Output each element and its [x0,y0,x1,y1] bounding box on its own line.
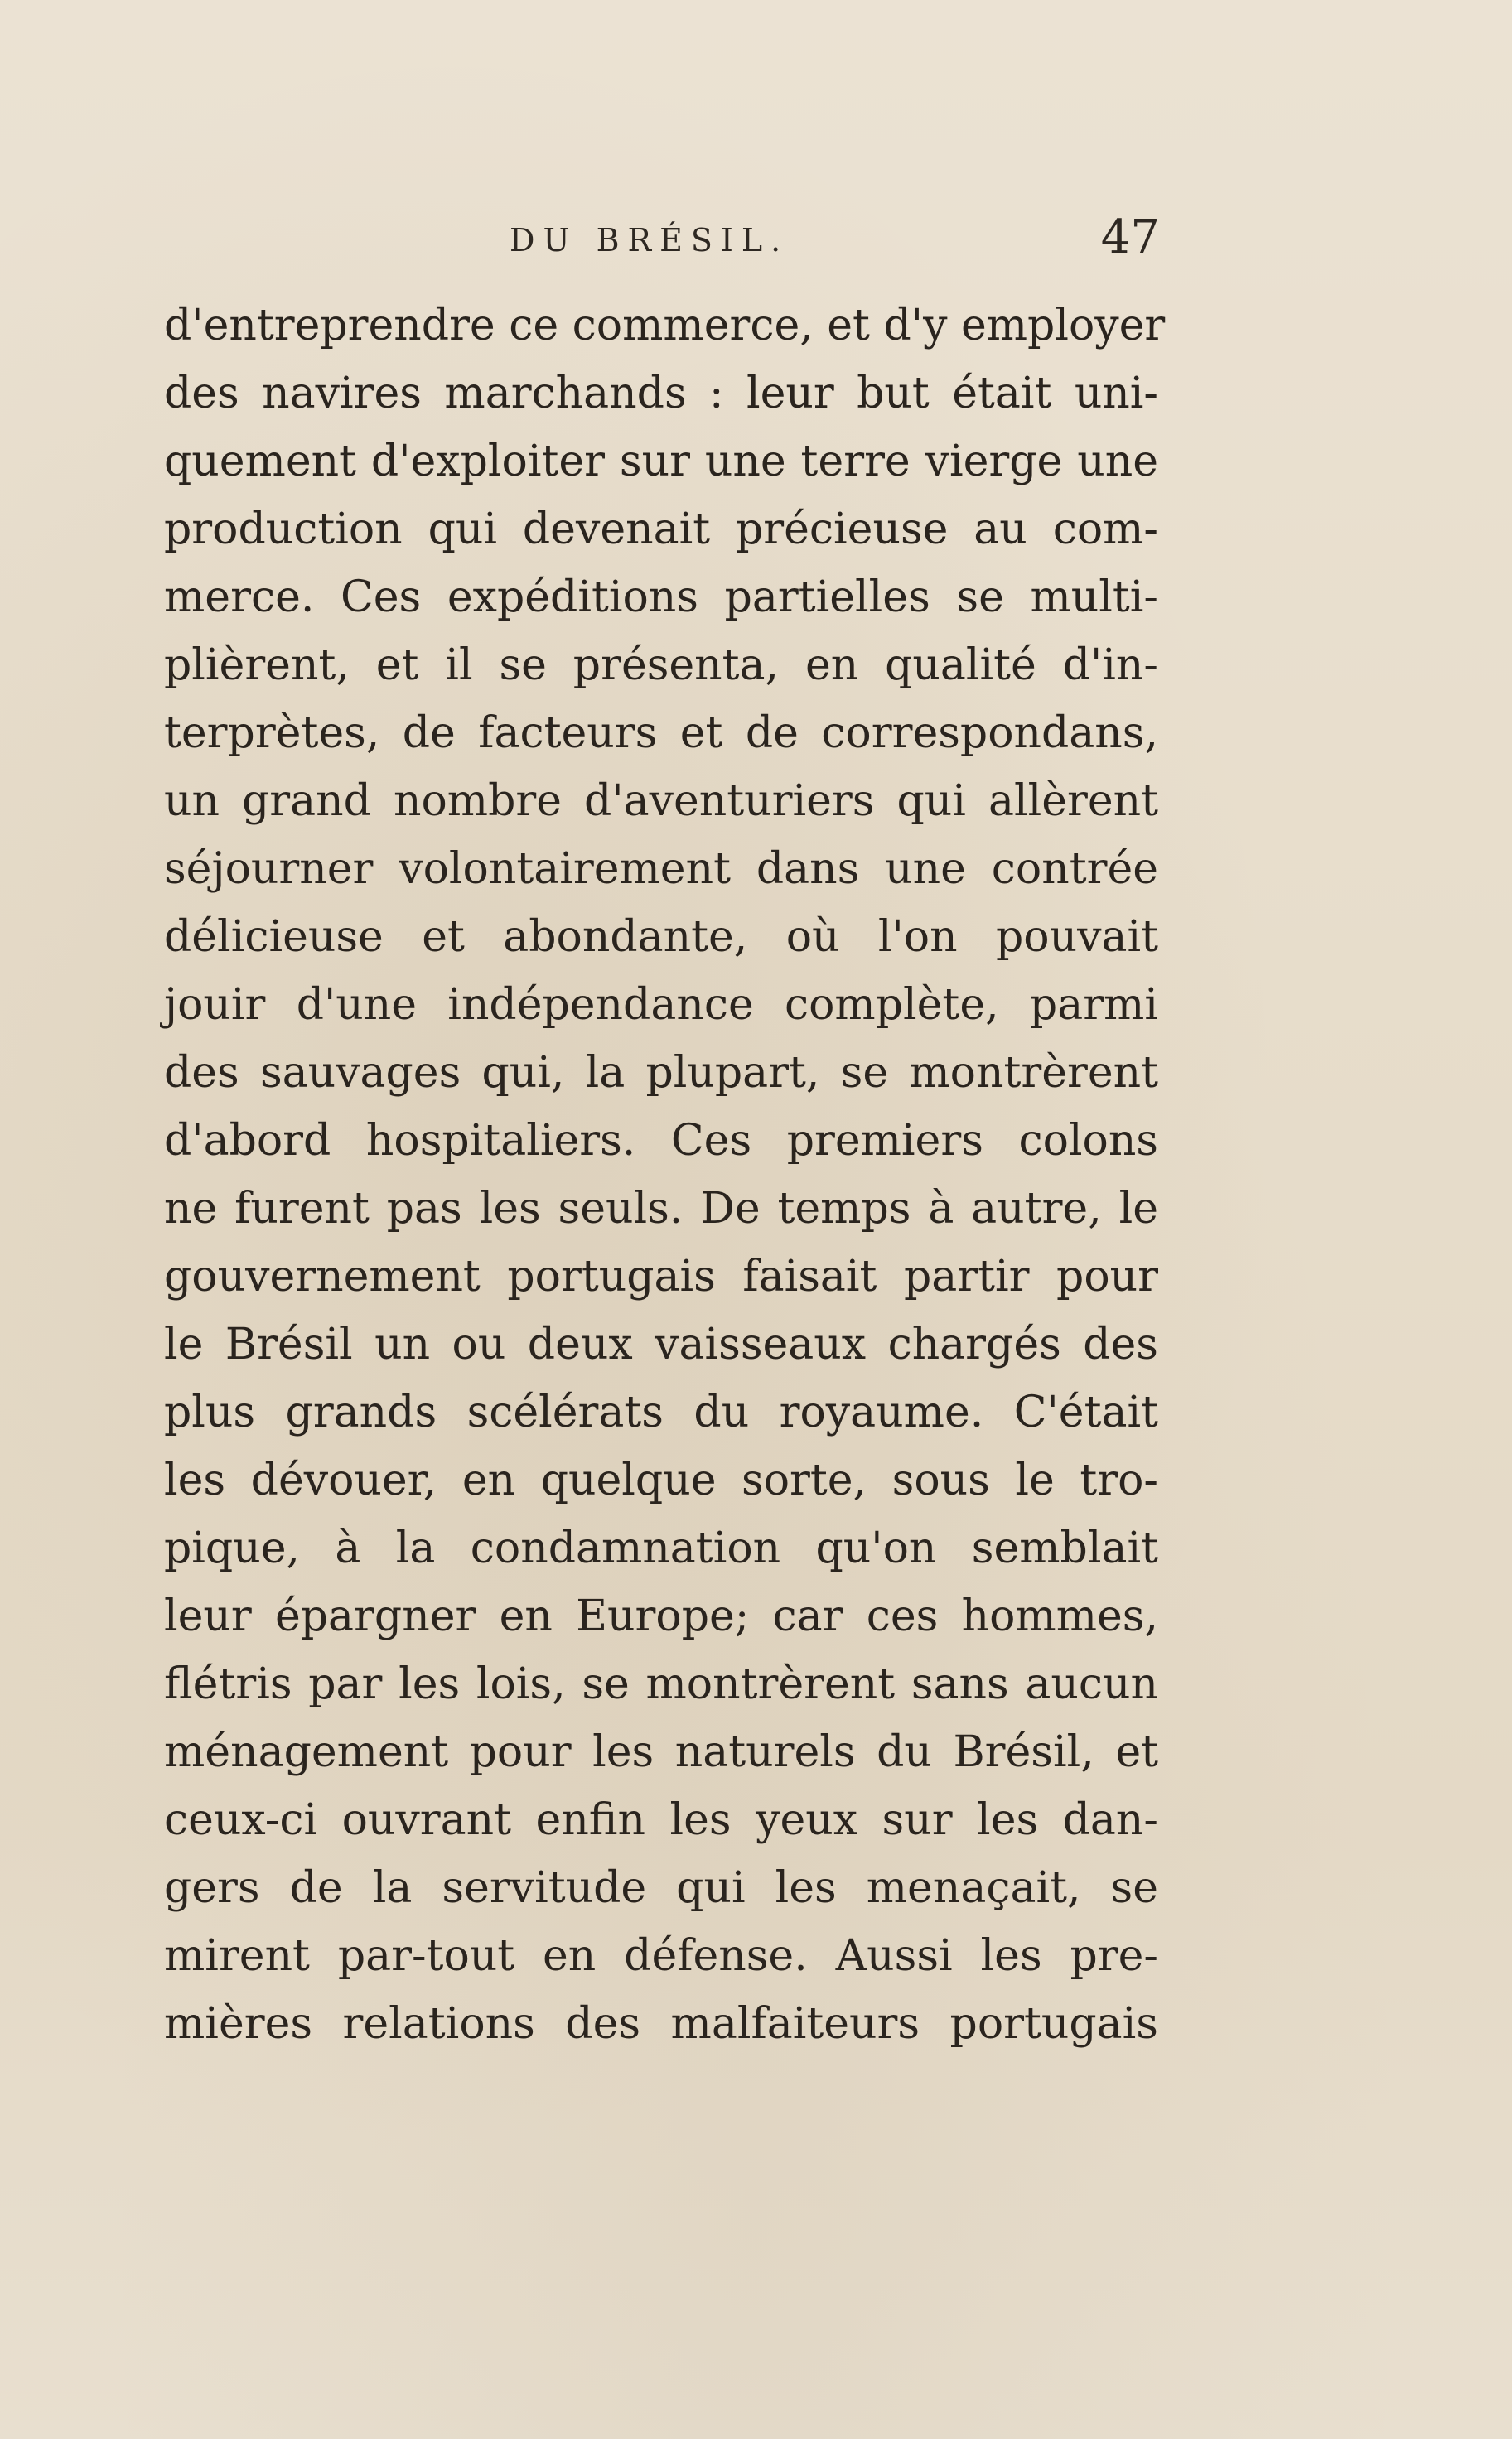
text-line: jouir d'une indépendance complète, parmi [164,980,1158,1030]
text-line: mières relations des malfaiteurs portugais [164,1999,1158,2049]
text-line: gouvernement portugais faisait partir pour [164,1252,1158,1302]
text-line: ne furent pas les seuls. De temps à autre, le [164,1184,1158,1234]
text-line: des sauvages qui, la plupart, se montrèrent [164,1048,1158,1098]
text-line: délicieuse et abondante, où l'on pouvait [164,912,1158,962]
text-line: pique, à la condamnation qu'on semblait [164,1524,1158,1573]
text-line: production qui devenait précieuse au com- [164,505,1158,554]
text-line: séjourner volontairement dans une contrée [164,844,1158,894]
text-line: quement d'exploiter sur une terre vierge une [164,437,1158,486]
text-line: un grand nombre d'aventuriers qui allèrent [164,776,1158,826]
running-head: DU BRÉSIL. [510,222,790,258]
text-line: des navires marchands : leur but était uni- [164,369,1158,418]
text-line: merce. Ces expéditions partielles se multi- [164,572,1158,622]
text-line: gers de la servitude qui les menaçait, se [164,1863,1158,1913]
text-line: mirent par-tout en défense. Aussi les pre- [164,1931,1158,1981]
body-text [164,292,1166,2058]
text-line: ceux-ci ouvrant enfin les yeux sur les dan- [164,1795,1158,1845]
text-line: le Brésil un ou deux vaisseaux chargés des [164,1320,1158,1369]
page-number: 47 [1100,210,1160,264]
text-line: leur épargner en Europe; car ces hommes, [164,1591,1158,1641]
text-line: les dévouer, en quelque sorte, sous le tro- [164,1456,1158,1505]
text-line: d'entreprendre ce commerce, et d'y employer [164,301,1166,350]
text-line: plièrent, et il se présenta, en qualité d'in- [164,640,1158,690]
text-line: ménagement pour les naturels du Brésil, et [164,1727,1158,1777]
text-line: plus grands scélérats du royaume. C'était [164,1388,1158,1437]
text-line: terprètes, de facteurs et de correspondans, [164,708,1158,758]
text-line: d'abord hospitaliers. Ces premiers colons [164,1116,1158,1166]
text-line: flétris par les lois, se montrèrent sans aucun [164,1659,1158,1709]
page-header [166,210,1160,280]
